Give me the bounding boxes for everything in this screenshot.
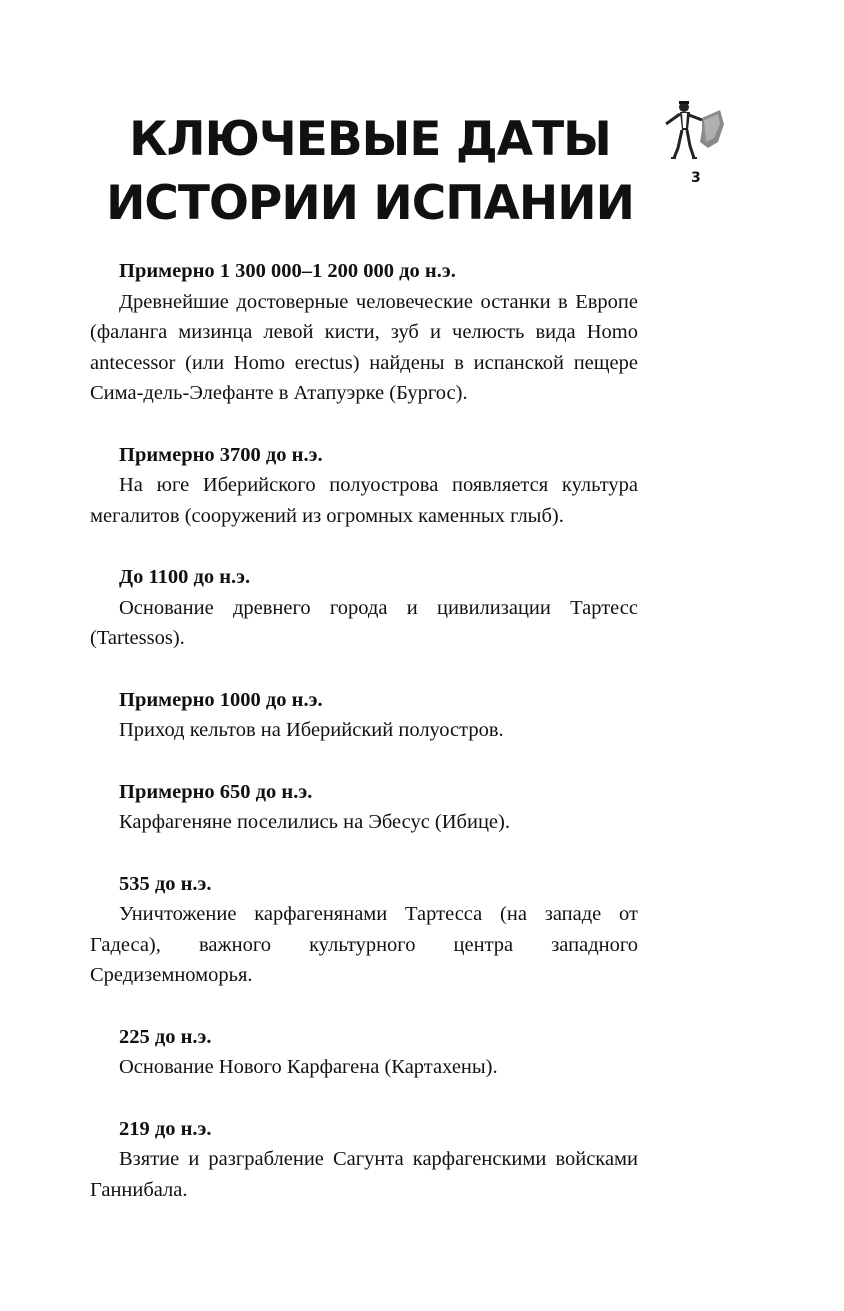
- timeline-entry: [90, 1022, 638, 1083]
- timeline-entry: [90, 777, 638, 838]
- entry-date: Примерно 650 до н.э.: [119, 780, 313, 803]
- entry-date: Примерно 3700 до н.э.: [119, 443, 323, 466]
- timeline-entry: [90, 440, 638, 532]
- page-title: [90, 108, 650, 236]
- entry-date: 219 до н.э.: [119, 1117, 212, 1140]
- page-number: 3: [691, 170, 701, 186]
- entry-text: Основание Нового Карфагена (Картахены).: [119, 1056, 498, 1078]
- entry-date: 535 до н.э.: [119, 872, 212, 895]
- entry-date: Примерно 1000 до н.э.: [119, 688, 323, 711]
- timeline-list: [90, 256, 638, 1236]
- page-title-line-1: КЛЮЧЕВЫЕ ДАТЫ: [129, 112, 611, 167]
- timeline-entry: [90, 869, 638, 991]
- entry-text: Приход кельтов на Иберийский полуостров.: [119, 719, 504, 741]
- entry-text: На юге Иберийского полуострова появляется культура мегалитов (сооружений из огромных каменных глыб).: [90, 474, 638, 527]
- entry-date: Примерно 1 300 000–1 200 000 до н.э.: [119, 260, 456, 282]
- timeline-entry: [90, 256, 638, 409]
- entry-text: Карфагеняне поселились на Эбесус (Ибице).: [119, 811, 510, 833]
- timeline-entry: [90, 1114, 638, 1206]
- entry-date: До 1100 до н.э.: [119, 566, 251, 588]
- matador-icon: [660, 98, 730, 164]
- timeline-entry: [90, 562, 638, 654]
- entry-text: Древнейшие достоверные человеческие останки в Европе (фаланга мизинца левой кисти, зуб и челюсть вида Homo antecessor (или Homo erectus) найдены в испанской пещере Сима-дель-Элефанте в Атапуэрке (Бургос).: [90, 290, 638, 404]
- entry-text: Взятие и разграбление Сагунта карфагенскими войсками Ганнибала.: [90, 1148, 638, 1201]
- page-title-line-2: ИСТОРИИ ИСПАНИИ: [106, 176, 634, 231]
- timeline-entry: [90, 685, 638, 746]
- entry-date: 225 до н.э.: [119, 1025, 212, 1048]
- entry-text: Основание древнего города и цивилизации Тартесс (Tartessos).: [90, 596, 638, 649]
- entry-text: Уничтожение карфагенянами Тартесса (на западе от Гадеса), важного культурного центра западного Средиземноморья.: [90, 903, 638, 986]
